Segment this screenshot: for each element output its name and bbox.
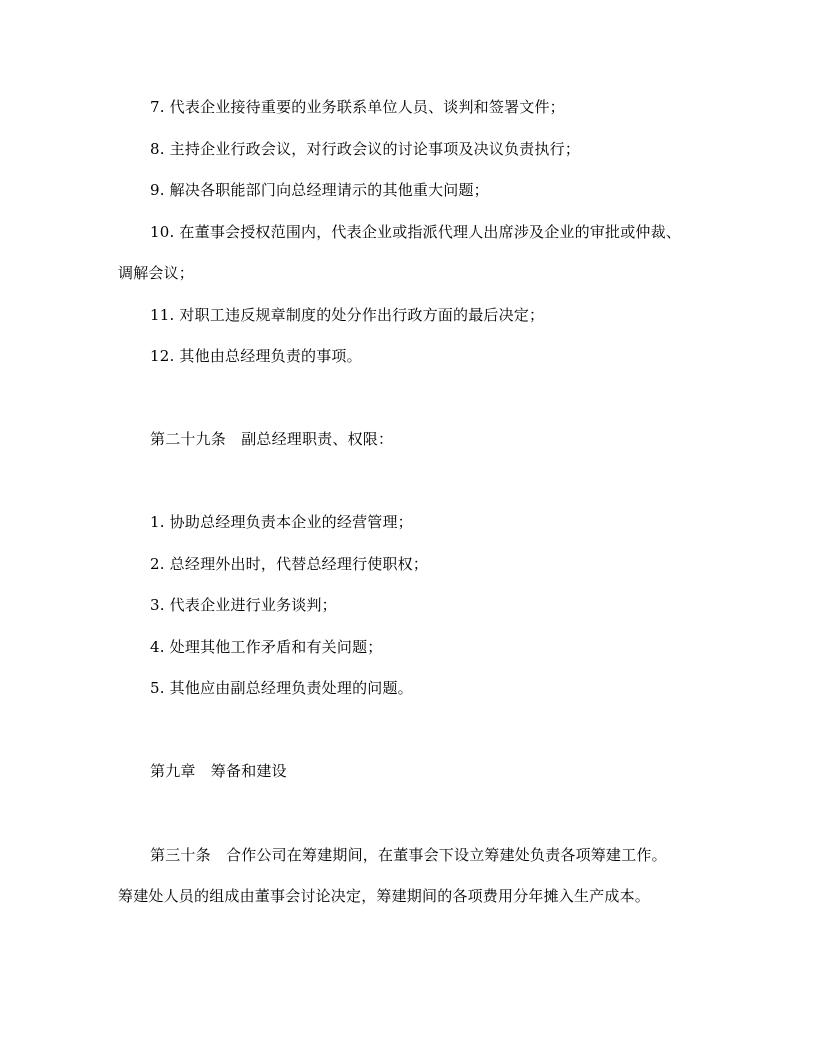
gm-duty-item-10-continued: 调解会议；	[118, 264, 195, 282]
gm-duty-item-8: 8. 主持企业行政会议，对行政会议的讨论事项及决议负责执行；	[150, 140, 581, 158]
article-29-heading: 第二十九条 副总经理职责、权限：	[150, 430, 394, 448]
deputy-gm-item-5: 5. 其他应由副总经理负责处理的问题。	[150, 679, 413, 697]
article-30-line-1: 第三十条 合作公司在筹建期间，在董事会下设立筹建处负责各项筹建工作。	[150, 846, 667, 864]
gm-duty-item-10: 10. 在董事会授权范围内，代表企业或指派代理人出席涉及企业的审批或仲裁、	[150, 223, 682, 241]
gm-duty-item-7: 7. 代表企业接待重要的业务联系单位人员、谈判和签署文件；	[150, 98, 565, 116]
gm-duty-item-12: 12. 其他由总经理负责的事项。	[150, 347, 362, 365]
deputy-gm-item-3: 3. 代表企业进行业务谈判；	[150, 596, 337, 614]
deputy-gm-item-1: 1. 协助总经理负责本企业的经营管理；	[150, 513, 413, 531]
deputy-gm-item-4: 4. 处理其他工作矛盾和有关问题；	[150, 638, 383, 656]
gm-duty-item-9: 9. 解决各职能部门向总经理请示的其他重大问题；	[150, 181, 489, 199]
chapter-9-heading: 第九章 筹备和建设	[150, 762, 287, 780]
gm-duty-item-11: 11. 对职工违反规章制度的处分作出行政方面的最后决定；	[150, 306, 545, 324]
article-30-line-2: 筹建处人员的组成由董事会讨论决定，筹建期间的各项费用分年摊入生产成本。	[118, 887, 651, 905]
deputy-gm-item-2: 2. 总经理外出时，代替总经理行使职权；	[150, 555, 429, 573]
